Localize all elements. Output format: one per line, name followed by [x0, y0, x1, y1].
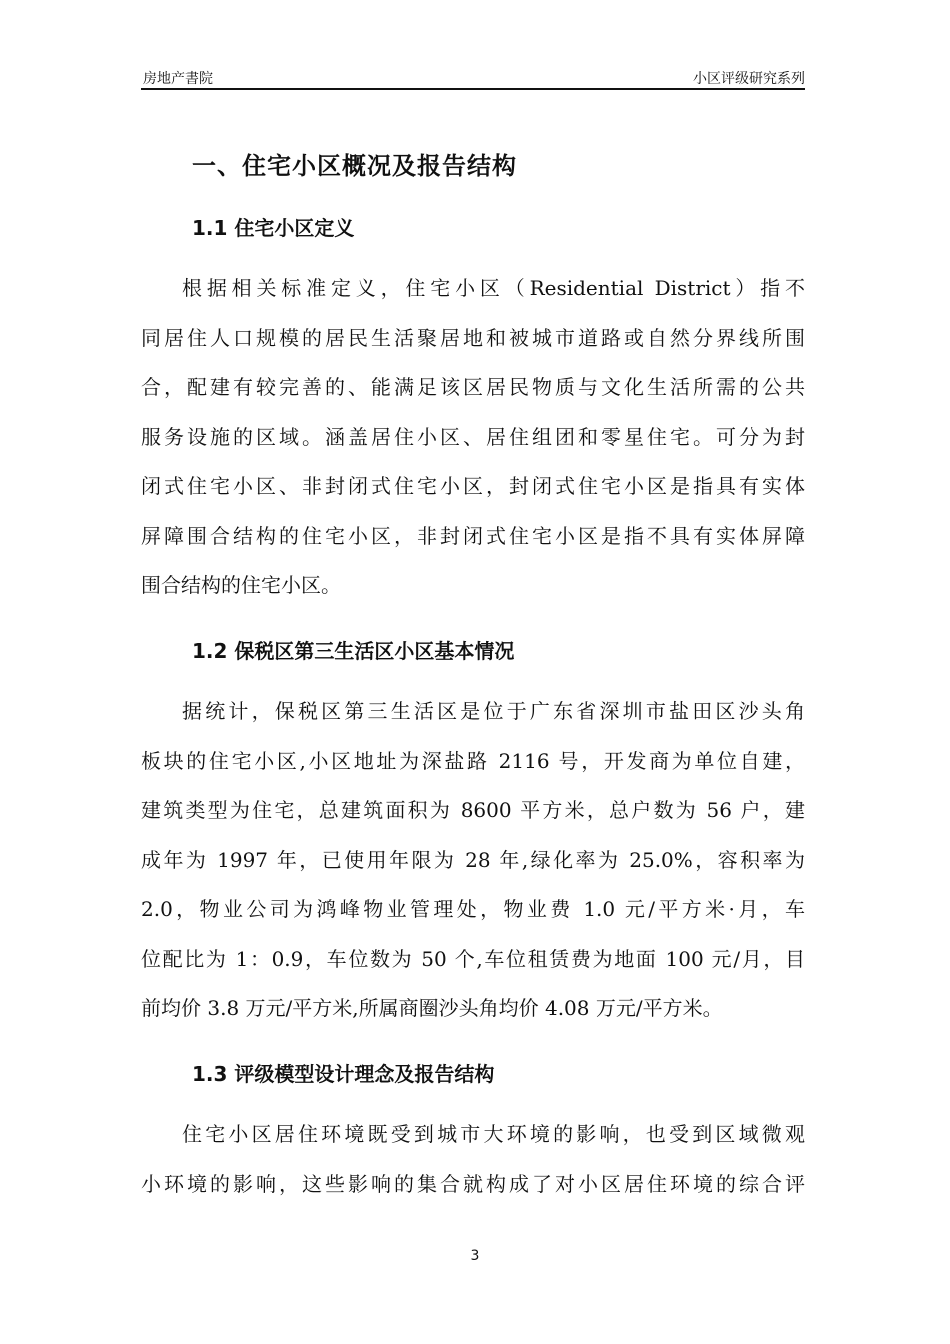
text-line: 成年为 1997 年，已使用年限为 28 年,绿化率为 25.0%，容积率为 [141, 847, 805, 872]
header-series: 小区评级研究系列 [693, 71, 805, 87]
text-line: 同居住人口规模的居民生活聚居地和被城市道路或自然分界线所围 [141, 325, 805, 350]
page-header [141, 66, 805, 90]
section-1-2-paragraph [141, 687, 805, 1034]
text-line: 板块的住宅小区,小区地址为深盐路 2116 号，开发商为单位自建， [141, 748, 805, 773]
section-heading-1-1: 1.1 住宅小区定义 [192, 216, 355, 240]
text-line: 位配比为 1：0.9，车位数为 50 个,车位租赁费为地面 100 元/月，目 [141, 946, 805, 971]
text-line: 根据相关标准定义，住宅小区（Residential District）指不 [182, 276, 805, 300]
section-1-1-paragraph [141, 264, 805, 611]
page-number: 3 [470, 1248, 480, 1264]
header-publisher: 房地产書院 [143, 71, 213, 87]
text-line: 屏障围合结构的住宅小区，非封闭式住宅小区是指不具有实体屏障 [141, 523, 805, 548]
section-heading-1-3: 1.3 评级模型设计理念及报告结构 [192, 1062, 495, 1086]
section-heading-1-2: 1.2 保税区第三生活区小区基本情况 [192, 639, 515, 663]
text-line: 住宅小区居住环境既受到城市大环境的影响，也受到区域微观 [182, 1122, 805, 1146]
text-line: 围合结构的住宅小区。 [141, 573, 341, 597]
text-line: 合，配建有较完善的、能满足该区居民物质与文化生活所需的公共 [141, 375, 805, 399]
section-1-3-paragraph [141, 1110, 805, 1209]
text-line: 前均价 3.8 万元/平方米,所属商圈沙头角均价 4.08 万元/平方米。 [141, 996, 723, 1020]
text-line: 2.0，物业公司为鸿峰物业管理处，物业费 1.0 元/平方米·月，车 [141, 897, 805, 921]
text-line: 据统计，保税区第三生活区是位于广东省深圳市盐田区沙头角 [182, 699, 805, 723]
text-line: 服务设施的区域。涵盖居住小区、居住组团和零星住宅。可分为封 [141, 424, 805, 449]
text-line: 建筑类型为住宅，总建筑面积为 8600 平方米，总户数为 56 户，建 [141, 798, 805, 822]
chapter-title: 一、住宅小区概况及报告结构 [192, 152, 517, 180]
text-line: 闭式住宅小区、非封闭式住宅小区，封闭式住宅小区是指具有实体 [141, 474, 805, 498]
text-line: 小环境的影响，这些影响的集合就构成了对小区居住环境的综合评 [141, 1171, 805, 1196]
